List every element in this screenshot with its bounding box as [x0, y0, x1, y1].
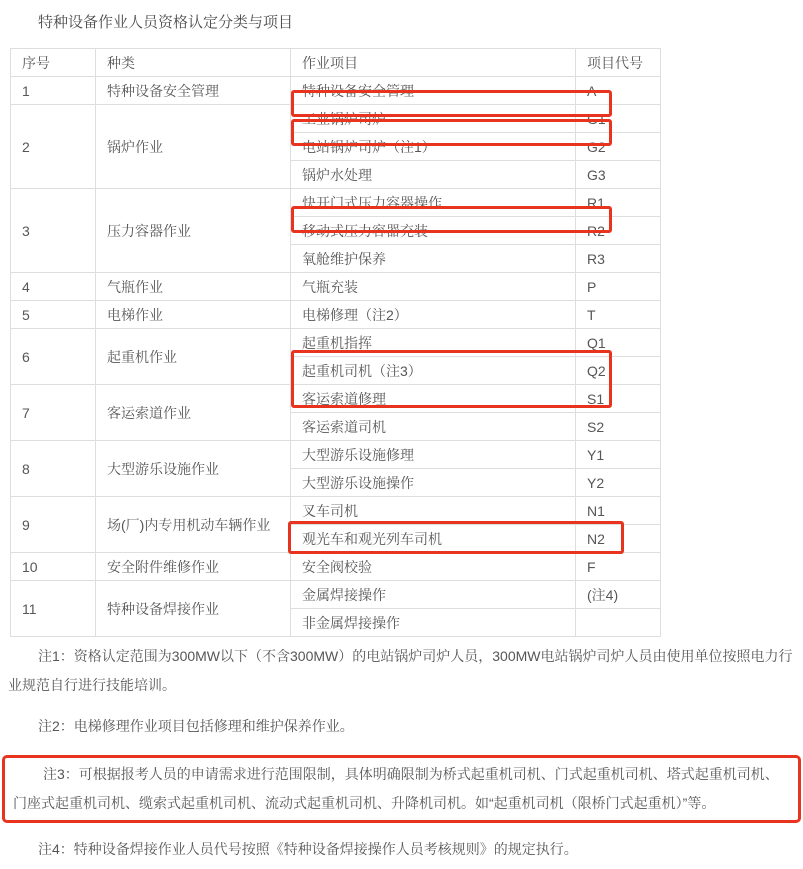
item-cell: 叉车司机	[291, 497, 576, 525]
code-cell: R1	[576, 189, 661, 217]
item-cell: 非金属焊接操作	[291, 609, 576, 637]
item-cell: 客运索道修理	[291, 385, 576, 413]
table-row	[11, 77, 661, 105]
category-cell: 安全附件维修作业	[96, 553, 291, 581]
table-row	[11, 301, 661, 329]
seq-cell: 3	[11, 189, 96, 273]
note-3-highlight-box	[2, 755, 801, 823]
code-cell: Y2	[576, 469, 661, 497]
table-row	[11, 273, 661, 301]
item-cell: 移动式压力容器充装	[291, 217, 576, 245]
category-cell: 气瓶作业	[96, 273, 291, 301]
seq-cell: 10	[11, 553, 96, 581]
table-row	[11, 105, 661, 133]
item-cell: 气瓶充装	[291, 273, 576, 301]
category-cell: 大型游乐设施作业	[96, 441, 291, 497]
item-cell: 电站锅炉司炉（注1）	[291, 133, 576, 161]
code-cell: G3	[576, 161, 661, 189]
seq-cell: 2	[11, 105, 96, 189]
item-cell: 金属焊接操作	[291, 581, 576, 609]
table-row	[11, 189, 661, 217]
table-header-row	[11, 49, 661, 77]
item-cell: 特种设备安全管理	[291, 77, 576, 105]
header-seq: 序号	[11, 49, 96, 77]
seq-cell: 8	[11, 441, 96, 497]
code-cell: T	[576, 301, 661, 329]
table-row	[11, 497, 661, 525]
code-cell: (注4)	[576, 581, 661, 609]
code-cell: F	[576, 553, 661, 581]
code-cell: G1	[576, 105, 661, 133]
item-cell: 起重机指挥	[291, 329, 576, 357]
code-cell: S2	[576, 413, 661, 441]
item-cell: 锅炉水处理	[291, 161, 576, 189]
code-cell: N2	[576, 525, 661, 553]
code-cell: S1	[576, 385, 661, 413]
seq-cell: 9	[11, 497, 96, 553]
seq-cell: 11	[11, 581, 96, 637]
item-cell: 观光车和观光列车司机	[291, 525, 576, 553]
qualification-table	[10, 48, 661, 637]
item-cell: 客运索道司机	[291, 413, 576, 441]
header-code: 项目代号	[576, 49, 661, 77]
table-row	[11, 553, 661, 581]
category-cell: 特种设备安全管理	[96, 77, 291, 105]
header-item: 作业项目	[291, 49, 576, 77]
code-cell: G2	[576, 133, 661, 161]
item-cell: 大型游乐设施操作	[291, 469, 576, 497]
note-2: 注2：电梯修理作业项目包括修理和维护保养作业。	[38, 718, 354, 734]
category-cell: 场(厂)内专用机动车辆作业	[96, 497, 291, 553]
code-cell: R3	[576, 245, 661, 273]
item-cell: 电梯修理（注2）	[291, 301, 576, 329]
category-cell: 电梯作业	[96, 301, 291, 329]
category-cell: 锅炉作业	[96, 105, 291, 189]
item-cell: 起重机司机（注3）	[291, 357, 576, 385]
category-cell: 起重机作业	[96, 329, 291, 385]
item-cell: 工业锅炉司炉	[291, 105, 576, 133]
category-cell: 压力容器作业	[96, 189, 291, 273]
seq-cell: 1	[11, 77, 96, 105]
code-cell: Q2	[576, 357, 661, 385]
code-cell: Q1	[576, 329, 661, 357]
table-row	[11, 581, 661, 609]
table-row	[11, 385, 661, 413]
code-cell: N1	[576, 497, 661, 525]
item-cell: 安全阀校验	[291, 553, 576, 581]
category-cell: 特种设备焊接作业	[96, 581, 291, 637]
seq-cell: 4	[11, 273, 96, 301]
code-cell: P	[576, 273, 661, 301]
seq-cell: 6	[11, 329, 96, 385]
item-cell: 快开门式压力容器操作	[291, 189, 576, 217]
header-category: 种类	[96, 49, 291, 77]
page-title: 特种设备作业人员资格认定分类与项目	[38, 14, 294, 31]
note-1: 注1：资格认定范围为300MW以下（不含300MW）的电站锅炉司炉人员，300MW电站锅炉司炉人员由使用单位按照电力行业规范自行进行技能培训。	[8, 648, 793, 693]
code-cell	[576, 609, 661, 637]
notes-section	[0, 642, 803, 864]
code-cell: A	[576, 77, 661, 105]
table-row	[11, 441, 661, 469]
note-3: 注3：可根据报考人员的申请需求进行范围限制，具体明确限制为桥式起重机司机、门式起重机司机、塔式起重机司机、门座式起重机司机、缆索式起重机司机、流动式起重机司机、升降机司机。如“起重机司机（限桥门式起重机）”等。	[13, 766, 779, 811]
code-cell: Y1	[576, 441, 661, 469]
note-4: 注4：特种设备焊接作业人员代号按照《特种设备焊接操作人员考核规则》的规定执行。	[38, 841, 578, 857]
seq-cell: 7	[11, 385, 96, 441]
code-cell: R2	[576, 217, 661, 245]
seq-cell: 5	[11, 301, 96, 329]
table-row	[11, 329, 661, 357]
category-cell: 客运索道作业	[96, 385, 291, 441]
item-cell: 大型游乐设施修理	[291, 441, 576, 469]
item-cell: 氧舱维护保养	[291, 245, 576, 273]
